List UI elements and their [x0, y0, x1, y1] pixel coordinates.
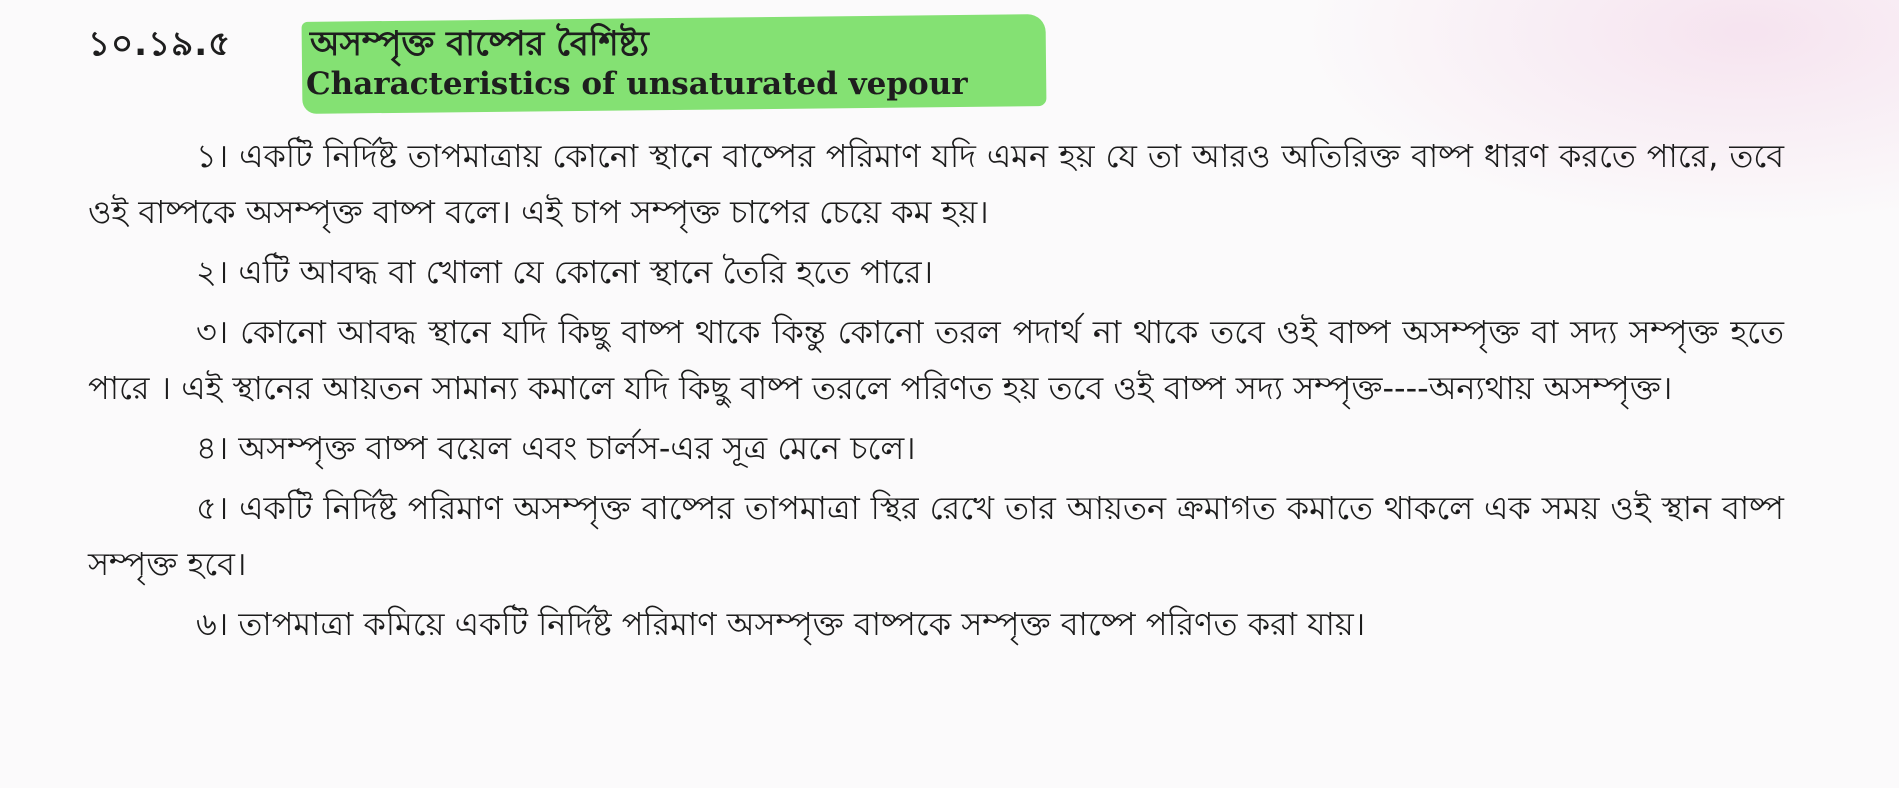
item-number: ৫।	[196, 489, 229, 527]
item-number: ৬।	[196, 605, 229, 643]
section-heading	[88, 10, 1088, 110]
item-text: এটি আবদ্ধ বা খোলা যে কোনো স্থানে তৈরি হতে পারে।	[238, 253, 934, 291]
item-number: ৪।	[196, 429, 229, 467]
list-item	[88, 480, 1784, 592]
section-number: ১০.১৯.৫	[88, 24, 232, 64]
list-item	[88, 244, 1784, 300]
item-number: ১।	[196, 137, 229, 175]
list-item	[88, 128, 1784, 240]
list-item	[88, 420, 1784, 476]
item-text: তাপমাত্রা কমিয়ে একটি নির্দিষ্ট পরিমাণ অসম্পৃক্ত বাষ্পকে সম্পৃক্ত বাষ্পে পরিণত করা যায়।	[238, 605, 1366, 643]
list-item	[88, 304, 1784, 416]
item-text: একটি নির্দিষ্ট তাপমাত্রায় কোনো স্থানে বাষ্পের পরিমাণ যদি এমন হয় যে তা আরও অতিরিক্ত বাষ্প ধারণ করতে পারে, তবে ওই বাষ্পকে অসম্পৃক্ত বাষ্প বলে। এই চাপ সম্পৃক্ত চাপের চেয়ে কম হয়।	[88, 137, 1784, 231]
item-number: ২।	[196, 253, 229, 291]
item-text: একটি নির্দিষ্ট পরিমাণ অসম্পৃক্ত বাষ্পের তাপমাত্রা স্থির রেখে তার আয়তন ক্রমাগত কমাতে থাকলে এক সময় ওই স্থান বাষ্প সম্পৃক্ত হবে।	[88, 489, 1784, 583]
characteristics-list	[88, 128, 1784, 656]
item-text: কোনো আবদ্ধ স্থানে যদি কিছু বাষ্প থাকে কিন্তু কোনো তরল পদার্থ না থাকে তবে ওই বাষ্প অসম্পৃক্ত বা সদ্য সম্পৃক্ত হতে পারে । এই স্থানের আয়তন সামান্য কমালে যদি কিছু বাষ্প তরলে পরিণত হয় তবে ওই বাষ্প সদ্য সম্পৃক্ত----অন্যথায় অসম্পৃক্ত।	[88, 313, 1785, 407]
section-title-english: Characteristics of unsaturated vepour	[306, 66, 968, 102]
item-number: ৩।	[196, 313, 229, 351]
list-item	[88, 596, 1784, 652]
section-title-bengali: অসম্পৃক্ত বাষ্পের বৈশিষ্ট্য	[310, 24, 649, 64]
item-text: অসম্পৃক্ত বাষ্প বয়েল এবং চার্লস-এর সূত্র মেনে চলে।	[238, 429, 916, 467]
